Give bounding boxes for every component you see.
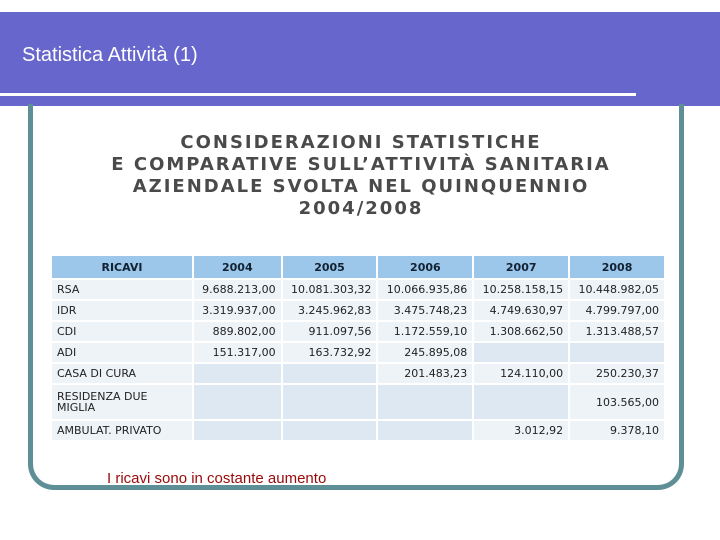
table-cell: 103.565,00 [569, 384, 665, 420]
table-cell [193, 420, 282, 441]
table-cell [282, 384, 378, 420]
table-cell: 151.317,00 [193, 342, 282, 363]
table-cell: 9.378,10 [569, 420, 665, 441]
heading-line-3: AZIENDALE SVOLTA NEL QUINQUENNIO [132, 176, 590, 197]
table-cell [377, 420, 473, 441]
row-label: RSA [51, 279, 193, 300]
table-cell [473, 342, 569, 363]
column-header-2004: 2004 [193, 255, 282, 279]
row-label: CDI [51, 321, 193, 342]
table-cell: 124.110,00 [473, 363, 569, 384]
column-header-2005: 2005 [282, 255, 378, 279]
table-row [51, 342, 665, 363]
slide-title: Statistica Attività (1) [22, 44, 198, 66]
table-header-row [51, 255, 665, 279]
row-label: CASA DI CURA [51, 363, 193, 384]
table-cell: 201.483,23 [377, 363, 473, 384]
table-cell: 1.308.662,50 [473, 321, 569, 342]
column-header-2006: 2006 [377, 255, 473, 279]
row-label: ADI [51, 342, 193, 363]
row-label: AMBULAT. PRIVATO [51, 420, 193, 441]
column-header-ricavi: RICAVI [51, 255, 193, 279]
column-header-2008: 2008 [569, 255, 665, 279]
heading-line-2: E COMPARATIVE SULL’ATTIVITÀ SANITARIA [111, 154, 611, 175]
table-cell [193, 363, 282, 384]
table-cell: 10.081.303,32 [282, 279, 378, 300]
table-cell: 889.802,00 [193, 321, 282, 342]
table-row [51, 420, 665, 441]
table-cell: 9.688.213,00 [193, 279, 282, 300]
table-cell: 1.313.488,57 [569, 321, 665, 342]
row-label: RESIDENZA DUE MIGLIA [51, 384, 193, 420]
summary-note: I ricavi sono in costante aumento [107, 470, 327, 487]
table-row [51, 321, 665, 342]
table-cell: 911.097,56 [282, 321, 378, 342]
table-row [51, 300, 665, 321]
column-header-2007: 2007 [473, 255, 569, 279]
table-cell: 1.172.559,10 [377, 321, 473, 342]
heading-line-4: 2004/2008 [298, 198, 424, 219]
table-cell: 10.258.158,15 [473, 279, 569, 300]
table-cell: 3.475.748,23 [377, 300, 473, 321]
table-cell: 250.230,37 [569, 363, 665, 384]
table-cell [473, 384, 569, 420]
table-cell [282, 420, 378, 441]
heading-line-1: CONSIDERAZIONI STATISTICHE [180, 132, 542, 153]
table-cell: 10.448.982,05 [569, 279, 665, 300]
table-cell [193, 384, 282, 420]
table-cell: 3.012,92 [473, 420, 569, 441]
row-label: IDR [51, 300, 193, 321]
table-cell [377, 384, 473, 420]
table-cell: 10.066.935,86 [377, 279, 473, 300]
document-heading [50, 132, 672, 220]
title-divider [0, 93, 636, 96]
table-row [51, 384, 665, 420]
table-row [51, 279, 665, 300]
table-cell: 245.895,08 [377, 342, 473, 363]
table-cell: 4.799.797,00 [569, 300, 665, 321]
table-cell: 163.732,92 [282, 342, 378, 363]
table-cell: 4.749.630,97 [473, 300, 569, 321]
revenue-table [50, 254, 666, 442]
table-row [51, 363, 665, 384]
table-cell: 3.319.937,00 [193, 300, 282, 321]
table-cell [282, 363, 378, 384]
table-cell [569, 342, 665, 363]
table-cell: 3.245.962,83 [282, 300, 378, 321]
